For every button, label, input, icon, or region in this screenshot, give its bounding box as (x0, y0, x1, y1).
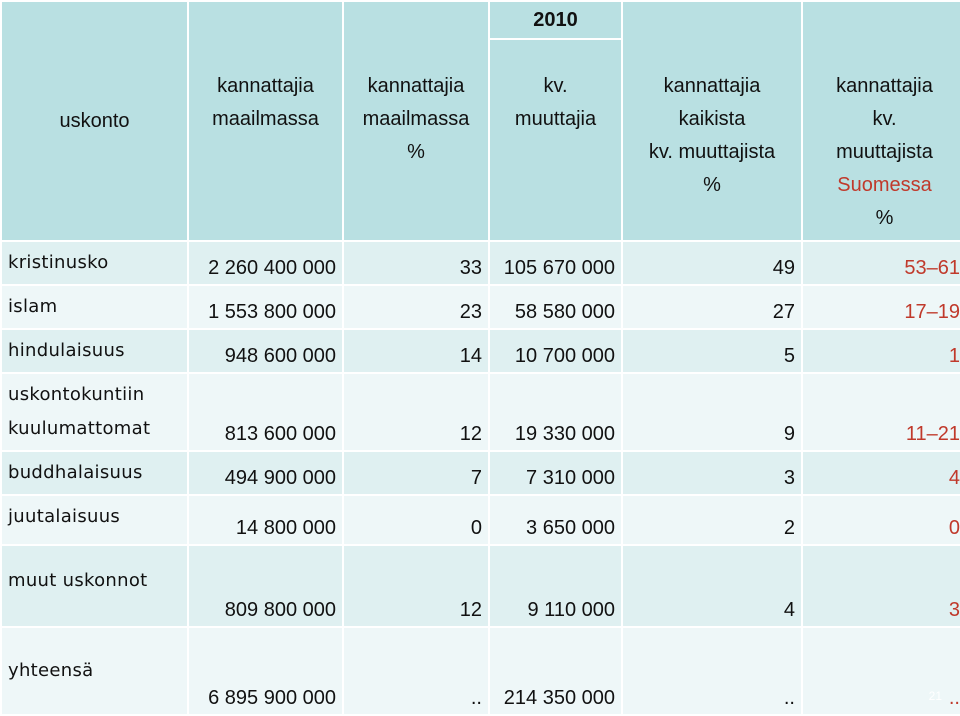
cell-world: 809 800 000 (189, 546, 342, 626)
cell-migrants: 19 330 000 (490, 374, 621, 450)
row-name-line: juutalaisuus (8, 506, 121, 527)
table-header (2, 2, 960, 240)
cell-fin-pct: .. (803, 628, 960, 714)
cell-fin-pct: 4 (803, 452, 960, 494)
header-all-migr-line3: kv. muuttajista (648, 141, 776, 163)
table-row (2, 374, 960, 450)
row-name (2, 330, 187, 372)
header-fin-line5: % (875, 207, 894, 229)
row-name-line: islam (8, 296, 58, 317)
row-name (2, 242, 187, 284)
cell-fin-pct: 3 (803, 546, 960, 626)
cell-migrants: 58 580 000 (490, 286, 621, 328)
row-name-line: yhteensä (8, 660, 94, 681)
cell-migr-pct: 3 (623, 452, 801, 494)
cell-world-pct: .. (344, 628, 488, 714)
row-name (2, 374, 187, 450)
header-world-pct-line3: % (407, 141, 425, 163)
table-row (2, 496, 960, 544)
header-uskonto: uskonto (2, 2, 187, 240)
row-name (2, 286, 187, 328)
header-finland-pct (803, 2, 960, 240)
cell-world-pct: 12 (344, 546, 488, 626)
table-body (2, 242, 960, 714)
cell-world-pct: 12 (344, 374, 488, 450)
header-fin-line2: kv. (872, 108, 897, 130)
header-all-migr-line2: kaikista (678, 108, 746, 130)
table-row (2, 330, 960, 372)
cell-migr-pct: 9 (623, 374, 801, 450)
table-row (2, 242, 960, 284)
header-world-pct (344, 2, 488, 240)
cell-world: 1 553 800 000 (189, 286, 342, 328)
header-world-pct-line1: kannattajia (367, 75, 465, 97)
cell-migrants: 3 650 000 (490, 496, 621, 544)
row-name-line: muut uskonnot (8, 570, 148, 591)
cell-migrants: 9 110 000 (490, 546, 621, 626)
row-name (2, 496, 187, 544)
cell-world-pct: 7 (344, 452, 488, 494)
cell-migr-pct: 49 (623, 242, 801, 284)
row-name-line: uskontokuntiin (8, 384, 145, 405)
row-name (2, 628, 187, 714)
table-row (2, 628, 960, 714)
header-all-migr-line1: kannattajia (663, 75, 761, 97)
cell-migr-pct: .. (623, 628, 801, 714)
header-all-migr-line4: % (703, 174, 721, 196)
header-fin-line3: muuttajista (836, 141, 933, 163)
table-row (2, 546, 960, 626)
cell-world: 14 800 000 (189, 496, 342, 544)
header-world (189, 2, 342, 240)
cell-world-pct: 33 (344, 242, 488, 284)
cell-migrants: 10 700 000 (490, 330, 621, 372)
page-number: 21 (928, 689, 942, 703)
cell-world-pct: 0 (344, 496, 488, 544)
header-year: 2010 (490, 2, 621, 38)
cell-world: 2 260 400 000 (189, 242, 342, 284)
header-world-pct-line2: maailmassa (362, 108, 470, 130)
row-name-line: buddhalaisuus (8, 462, 143, 483)
header-fin-line4: Suomessa (837, 174, 932, 196)
row-name (2, 546, 187, 626)
header-all-migrants-pct (623, 2, 801, 240)
cell-world: 813 600 000 (189, 374, 342, 450)
cell-migr-pct: 4 (623, 546, 801, 626)
cell-migrants: 105 670 000 (490, 242, 621, 284)
cell-world: 948 600 000 (189, 330, 342, 372)
table-row (2, 452, 960, 494)
cell-migr-pct: 27 (623, 286, 801, 328)
header-world-line1: kannattajia (217, 75, 314, 97)
row-name (2, 452, 187, 494)
row-name-line: kuulumattomat (8, 418, 151, 439)
cell-fin-pct: 1 (803, 330, 960, 372)
cell-world-pct: 23 (344, 286, 488, 328)
row-name-line: hindulaisuus (8, 340, 125, 361)
header-migrants-line2: muuttajia (514, 108, 597, 130)
cell-migrants: 214 350 000 (490, 628, 621, 714)
header-migrants (490, 40, 621, 240)
cell-fin-pct: 0 (803, 496, 960, 544)
cell-migr-pct: 2 (623, 496, 801, 544)
header-world-line2: maailmassa (212, 108, 319, 130)
cell-fin-pct: 53–61 (803, 242, 960, 284)
header-migrants-line1: kv. (543, 75, 568, 97)
cell-world: 6 895 900 000 (189, 628, 342, 714)
cell-world: 494 900 000 (189, 452, 342, 494)
cell-fin-pct: 11–21 (803, 374, 960, 450)
row-name-line: kristinusko (8, 252, 109, 273)
header-fin-line1: kannattajia (836, 75, 933, 97)
cell-migrants: 7 310 000 (490, 452, 621, 494)
cell-fin-pct: 17–19 (803, 286, 960, 328)
table-row (2, 286, 960, 328)
cell-world-pct: 14 (344, 330, 488, 372)
cell-migr-pct: 5 (623, 330, 801, 372)
